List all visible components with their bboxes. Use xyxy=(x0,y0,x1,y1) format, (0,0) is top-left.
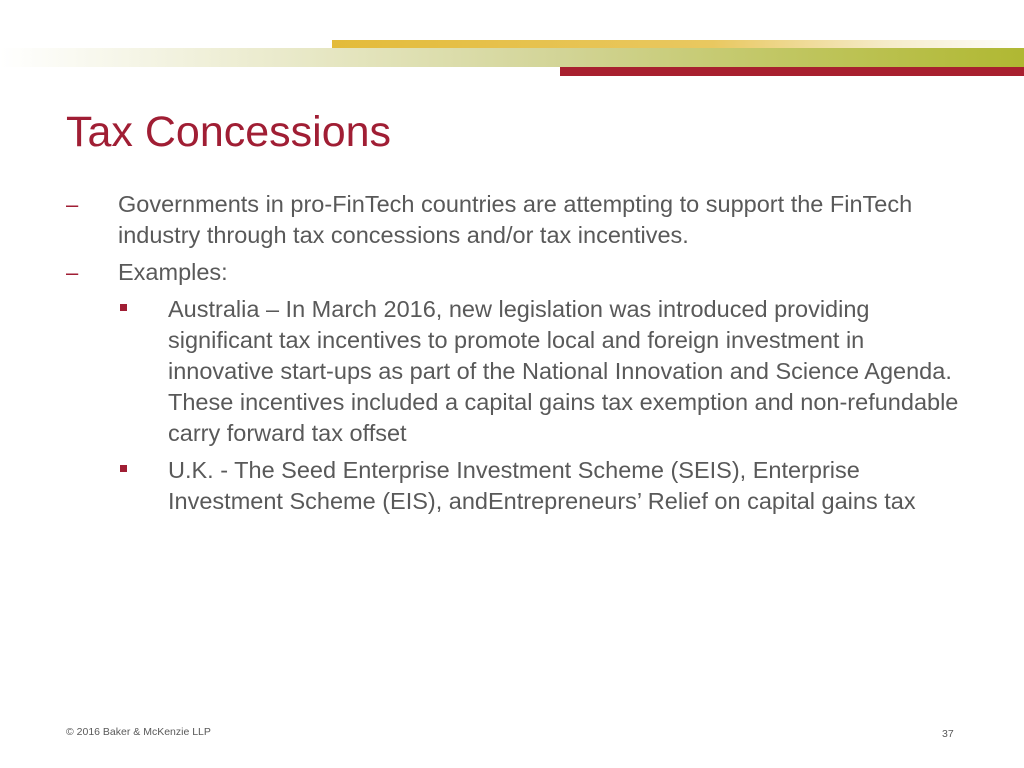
sub-bullet-text: U.K. - The Seed Enterprise Investment Scheme (SEIS), Enterprise Investment Scheme (EIS), andEntrepreneurs’ Relief on capital gains tax xyxy=(168,457,916,514)
dash-bullet-marker: – xyxy=(66,260,79,285)
header-band-gold xyxy=(332,40,1024,48)
header-band-red xyxy=(560,67,1024,76)
sub-bullet-item xyxy=(66,294,966,449)
bullet-text: Governments in pro-FinTech countries are attempting to support the FinTech industry through tax concessions and/or tax incentives. xyxy=(118,191,913,248)
bullet-text: Examples: xyxy=(118,259,228,285)
bullet-item xyxy=(66,189,966,251)
slide-title: Tax Concessions xyxy=(66,108,392,156)
square-bullet-icon xyxy=(120,304,127,311)
header-band-green xyxy=(0,48,1024,67)
bullet-item xyxy=(66,257,966,288)
footer-copyright: © 2016 Baker & McKenzie LLP xyxy=(66,726,211,738)
square-bullet-icon xyxy=(120,465,127,472)
sub-bullet-item xyxy=(66,455,966,517)
sub-bullet-text: Australia – In March 2016, new legislation was introduced providing significant tax incentives to promote local and foreign investment in innovative start-ups as part of the National Innovation and Science Agenda. These incentives included a capital gains tax exemption and non-refundable carry forward tax offset xyxy=(168,296,959,446)
slide-body xyxy=(66,189,966,523)
dash-bullet-marker: – xyxy=(66,192,79,217)
page-number: 37 xyxy=(942,728,954,740)
